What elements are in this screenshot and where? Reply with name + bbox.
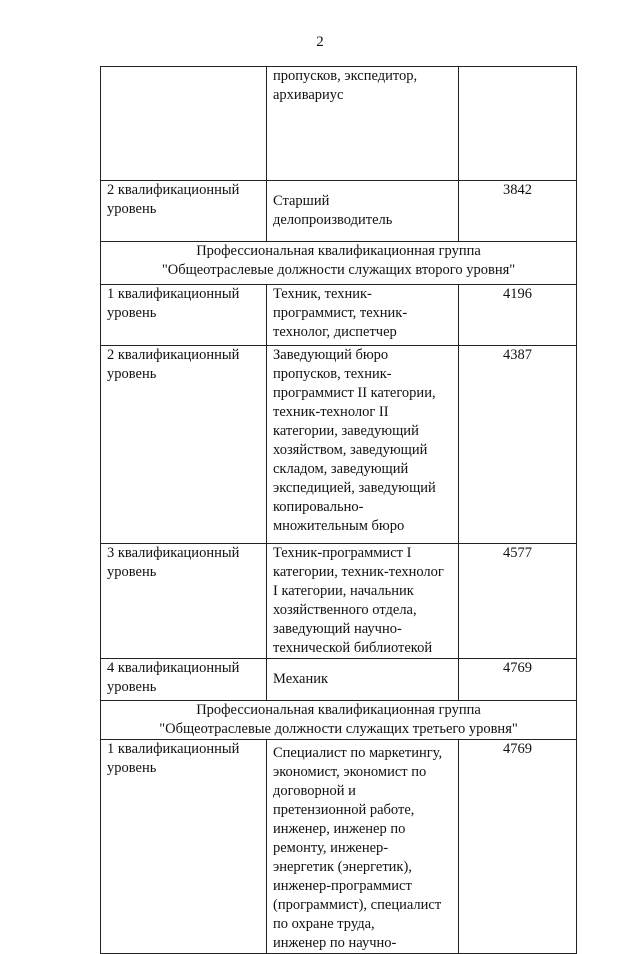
positions-line: пропусков, техник- bbox=[273, 366, 392, 382]
table-row bbox=[101, 740, 577, 954]
positions-line: Специалист по маркетингу, bbox=[273, 745, 443, 761]
level-line: уровень bbox=[107, 679, 157, 695]
salary-cell: 4769 bbox=[459, 659, 577, 701]
positions-line: (программист), специалист bbox=[273, 897, 442, 913]
positions-line: инженер, инженер по bbox=[273, 821, 406, 837]
page-number: 2 bbox=[316, 34, 324, 50]
group-header-line: "Общеотраслевые должности служащих третьего уровня" bbox=[159, 721, 518, 737]
positions-cell bbox=[267, 740, 459, 954]
positions-cell bbox=[267, 544, 459, 659]
positions-line: инженер-программист bbox=[273, 878, 412, 894]
positions-line: хозяйством, заведующий bbox=[273, 442, 428, 458]
group-header-row bbox=[101, 701, 577, 740]
positions-line: пропусков, экспедитор, bbox=[273, 68, 418, 84]
group-header-cell bbox=[101, 242, 577, 285]
positions-line: технолог, диспетчер bbox=[273, 324, 397, 340]
salary-table bbox=[100, 66, 577, 954]
positions-line: экономист, экономист по bbox=[273, 764, 427, 780]
level-line: уровень bbox=[107, 564, 157, 580]
positions-line: делопроизводитель bbox=[273, 212, 393, 228]
table-row bbox=[101, 544, 577, 659]
level-line: уровень bbox=[107, 201, 157, 217]
salary-cell: 4387 bbox=[459, 346, 577, 544]
qualification-level-cell bbox=[101, 659, 267, 701]
positions-line: ремонту, инженер- bbox=[273, 840, 389, 856]
group-header-line: Профессиональная квалификационная группа bbox=[196, 702, 481, 718]
table-row bbox=[101, 285, 577, 346]
positions-line: по охране труда, bbox=[273, 916, 375, 932]
table-row bbox=[101, 346, 577, 544]
level-line: 4 квалификационный bbox=[107, 660, 240, 676]
table-row bbox=[101, 181, 577, 242]
level-line: уровень bbox=[107, 760, 157, 776]
table-row bbox=[101, 659, 577, 701]
positions-line: инженер по научно- bbox=[273, 935, 397, 951]
level-line: уровень bbox=[107, 305, 157, 321]
group-header-line: Профессиональная квалификационная группа bbox=[196, 243, 481, 259]
positions-line: Механик bbox=[273, 671, 329, 687]
positions-line: Старший bbox=[273, 193, 330, 209]
positions-cell bbox=[267, 181, 459, 242]
table-row bbox=[101, 67, 577, 181]
positions-line: категории, техник-технолог bbox=[273, 564, 444, 580]
level-line: 1 квалификационный bbox=[107, 741, 240, 757]
positions-line: копировально- bbox=[273, 499, 364, 515]
salary-cell: 4196 bbox=[459, 285, 577, 346]
qualification-level-cell bbox=[101, 67, 267, 181]
group-header-cell bbox=[101, 701, 577, 740]
positions-line: техник-технолог II bbox=[273, 404, 389, 420]
qualification-level-cell bbox=[101, 181, 267, 242]
positions-line: множительным бюро bbox=[273, 518, 405, 534]
positions-line: I категории, начальник bbox=[273, 583, 414, 599]
positions-line: Заведующий бюро bbox=[273, 347, 389, 363]
level-line: 3 квалификационный bbox=[107, 545, 240, 561]
positions-line: заведующий научно- bbox=[273, 621, 402, 637]
level-line: 2 квалификационный bbox=[107, 182, 240, 198]
positions-line: категории, заведующий bbox=[273, 423, 419, 439]
positions-line: экспедицией, заведующий bbox=[273, 480, 436, 496]
qualification-level-cell bbox=[101, 346, 267, 544]
positions-line: договорной и bbox=[273, 783, 356, 799]
salary-cell: 3842 bbox=[459, 181, 577, 242]
positions-line: Техник, техник- bbox=[273, 286, 372, 302]
positions-line: складом, заведующий bbox=[273, 461, 409, 477]
positions-line: Техник-программист I bbox=[273, 545, 412, 561]
group-header-row bbox=[101, 242, 577, 285]
positions-line: программист II категории, bbox=[273, 385, 436, 401]
positions-line: программист, техник- bbox=[273, 305, 408, 321]
qualification-level-cell bbox=[101, 544, 267, 659]
salary-cell bbox=[459, 67, 577, 181]
level-line: 1 квалификационный bbox=[107, 286, 240, 302]
positions-cell bbox=[267, 659, 459, 701]
group-header-line: "Общеотраслевые должности служащих второго уровня" bbox=[161, 262, 516, 278]
positions-line: технической библиотекой bbox=[273, 640, 433, 656]
positions-line: архивариус bbox=[273, 87, 344, 103]
qualification-level-cell bbox=[101, 740, 267, 954]
positions-line: претензионной работе, bbox=[273, 802, 415, 818]
level-line: 2 квалификационный bbox=[107, 347, 240, 363]
salary-cell: 4577 bbox=[459, 544, 577, 659]
positions-cell bbox=[267, 285, 459, 346]
qualification-level-cell bbox=[101, 285, 267, 346]
positions-cell bbox=[267, 346, 459, 544]
positions-cell bbox=[267, 67, 459, 181]
positions-line: хозяйственного отдела, bbox=[273, 602, 417, 618]
level-line: уровень bbox=[107, 366, 157, 382]
salary-cell: 4769 bbox=[459, 740, 577, 954]
positions-line: энергетик (энергетик), bbox=[273, 859, 412, 875]
